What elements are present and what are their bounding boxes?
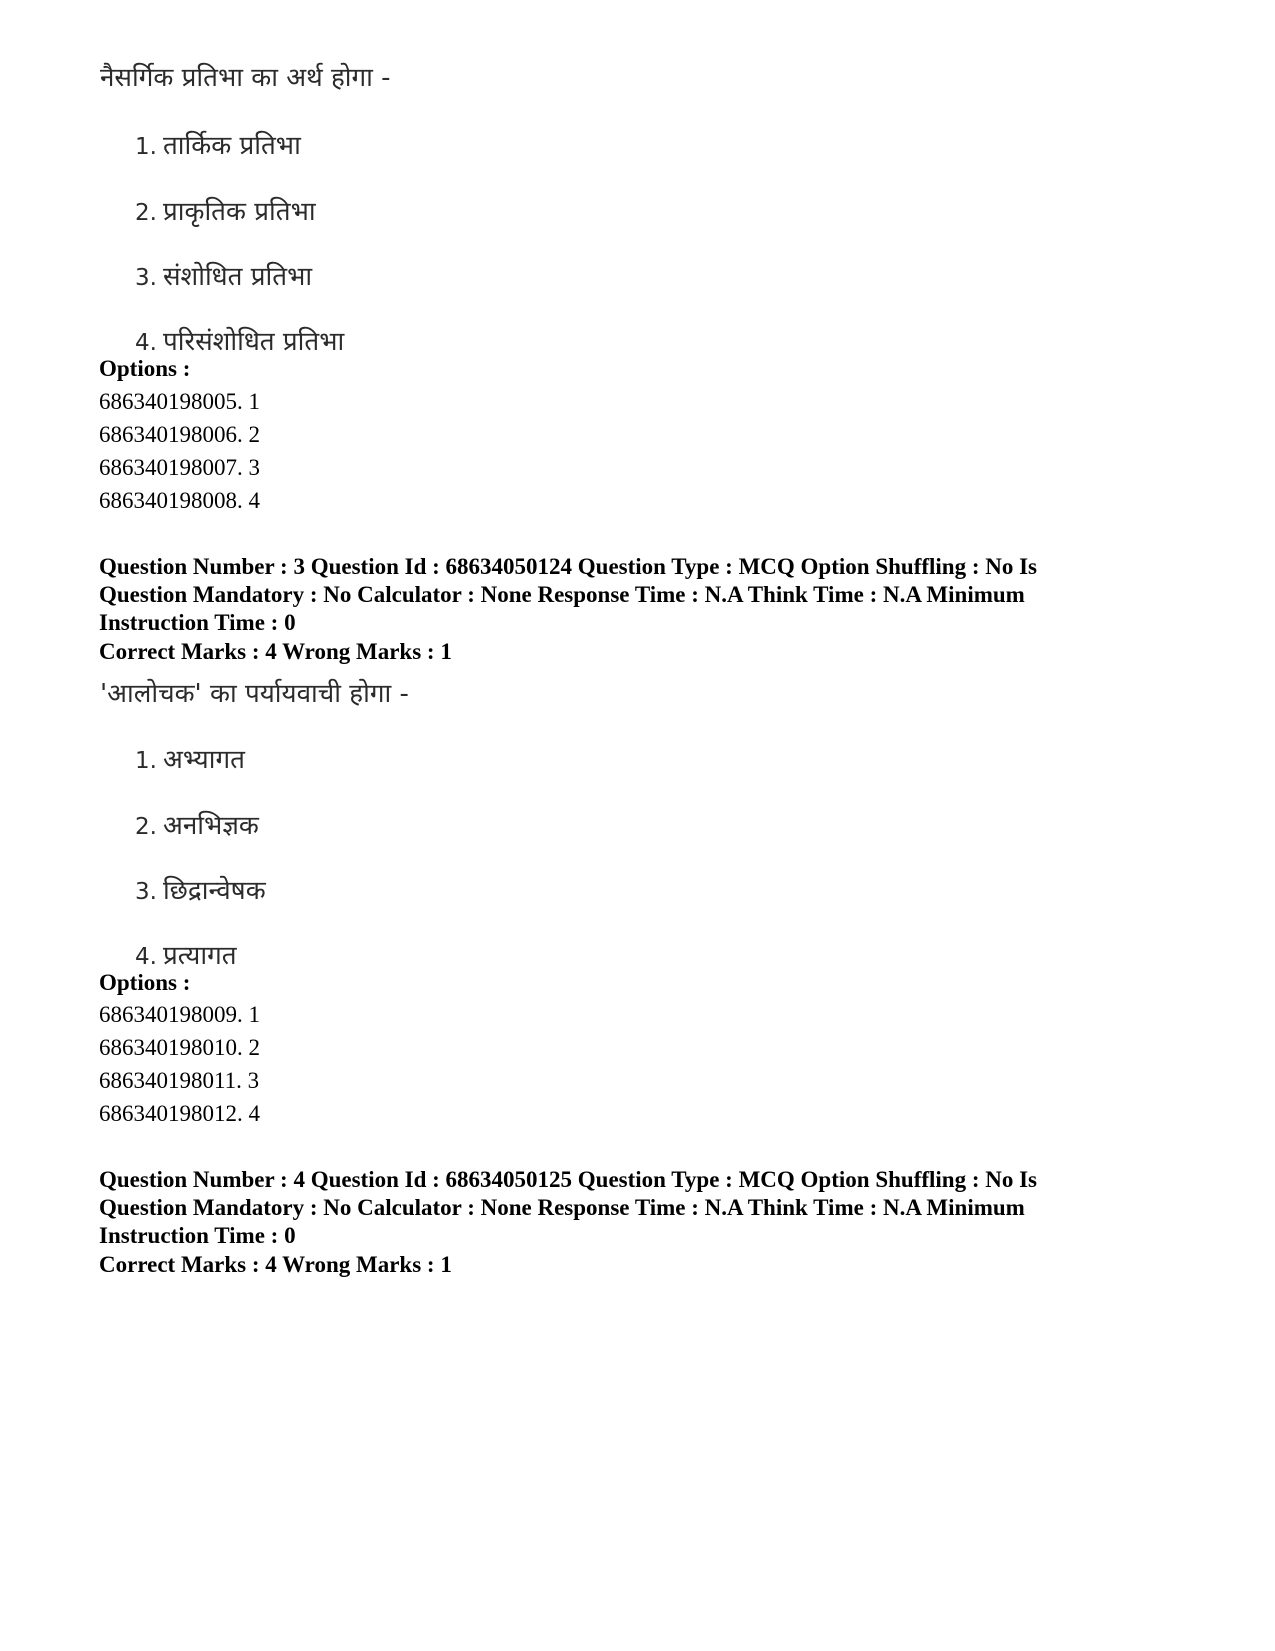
choice-text: अनभिज्ञक bbox=[162, 811, 259, 841]
question-meta-line: Question Mandatory : No Calculator : None Response Time : N.A Think Time : N.A Minimum bbox=[99, 582, 1025, 607]
question-choice bbox=[135, 871, 266, 907]
question-choice bbox=[135, 806, 259, 842]
choice-text: तार्किक प्रतिभा bbox=[162, 131, 301, 161]
choice-number: 4. bbox=[135, 330, 157, 356]
marks-info: Correct Marks : 4 Wrong Marks : 1 bbox=[99, 639, 452, 664]
choice-text: प्रत्यागत bbox=[162, 941, 237, 971]
question-meta-line: Instruction Time : 0 bbox=[99, 610, 296, 635]
question-choice bbox=[135, 322, 344, 358]
question-meta-line: Question Number : 3 Question Id : 68634050124 Question Type : MCQ Option Shuffling : No Is bbox=[99, 554, 1038, 579]
question-stem: 'आलोचक' का पर्यायवाची होगा - bbox=[100, 679, 409, 709]
options-label: Options : bbox=[99, 970, 191, 995]
question-choice bbox=[135, 192, 316, 228]
choice-number: 2. bbox=[135, 200, 157, 226]
question-meta-line: Question Number : 4 Question Id : 68634050125 Question Type : MCQ Option Shuffling : No Is bbox=[99, 1167, 1038, 1192]
option-id-line: 686340198007. 3 bbox=[99, 455, 260, 480]
choice-number: 2. bbox=[135, 814, 157, 840]
option-id-line: 686340198010. 2 bbox=[99, 1035, 260, 1060]
question-choice bbox=[135, 740, 245, 776]
question-choice bbox=[135, 126, 301, 162]
question-choice bbox=[135, 257, 312, 293]
option-id-line: 686340198006. 2 bbox=[99, 422, 260, 447]
choice-text: अभ्यागत bbox=[162, 745, 245, 775]
question-meta-line: Instruction Time : 0 bbox=[99, 1223, 296, 1248]
question-choice bbox=[135, 936, 237, 972]
choice-text: छिद्रान्वेषक bbox=[162, 876, 266, 906]
question-stem: नैसर्गिक प्रतिभा का अर्थ होगा - bbox=[100, 63, 391, 93]
choice-text: संशोधित प्रतिभा bbox=[162, 262, 313, 292]
option-id-line: 686340198011. 3 bbox=[99, 1068, 260, 1093]
choice-number: 3. bbox=[135, 265, 157, 291]
choice-text: परिसंशोधित प्रतिभा bbox=[162, 327, 345, 357]
options-label: Options : bbox=[99, 356, 191, 381]
choice-text: प्राकृतिक प्रतिभा bbox=[162, 197, 316, 227]
choice-number: 3. bbox=[135, 879, 157, 905]
choice-number: 1. bbox=[135, 134, 157, 160]
option-id-line: 686340198009. 1 bbox=[99, 1002, 260, 1027]
choice-number: 1. bbox=[135, 748, 157, 774]
question-meta bbox=[99, 1166, 1179, 1250]
option-id-line: 686340198012. 4 bbox=[99, 1101, 260, 1126]
choice-number: 4. bbox=[135, 944, 157, 970]
question-meta bbox=[99, 553, 1179, 637]
option-id-line: 686340198005. 1 bbox=[99, 389, 260, 414]
marks-info: Correct Marks : 4 Wrong Marks : 1 bbox=[99, 1252, 452, 1277]
question-meta-line: Question Mandatory : No Calculator : None Response Time : N.A Think Time : N.A Minimum bbox=[99, 1195, 1025, 1220]
option-id-line: 686340198008. 4 bbox=[99, 488, 260, 513]
